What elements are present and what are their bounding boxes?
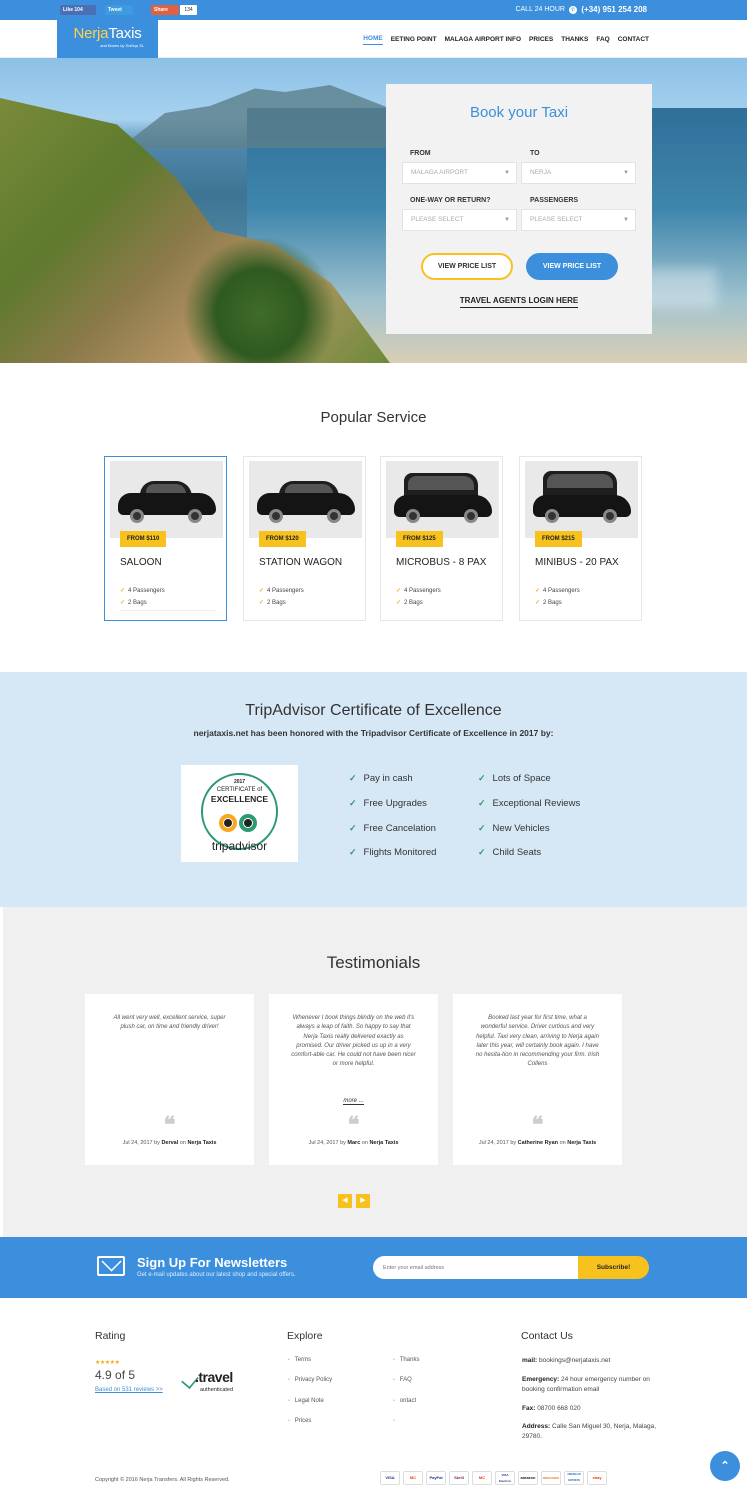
testimonial-on: on [361,1140,368,1146]
card-divider [120,610,215,611]
back-to-top-icon[interactable]: ⌃ [710,1451,740,1481]
check-icon: ✓ [396,600,402,606]
microbus-image [386,461,499,538]
view-price-list-button-primary[interactable]: VIEW PRICE LIST [526,253,618,280]
price-badge: FROM $110 [120,531,166,547]
trip-type-value: PLEASE SELECT [411,216,464,223]
feature-bags [259,599,286,606]
feature-exceptional-reviews [478,798,580,809]
from-value: MALAGA AIRPORT [411,169,468,176]
logo-tagline: and Buses by Solhop SL [100,43,144,48]
to-value: NERJA [530,169,552,176]
testimonial-site: Nerja Taxis [187,1140,217,1146]
footer-link-privacy[interactable]: • Privacy Policy [288,1377,332,1383]
feature-bags [120,599,147,606]
next-arrow-icon[interactable]: ▶ [356,1194,370,1208]
booking-title: Book your Taxi [469,104,569,121]
testimonials-section [0,907,747,1237]
newsletter-subtitle: Get e-mail updates about our latest shop and special offers. [137,1272,296,1278]
tweet-button[interactable]: Tweet [105,5,133,15]
reviews-link[interactable]: Based on 531 reviews >> [95,1387,163,1393]
copyright: Copyright © 2016 Nerja Transfers. All Rights Reserved. [95,1477,230,1483]
feature-passengers [259,587,304,594]
mail-value[interactable]: bookings@nerjataxis.net [538,1357,611,1364]
contact-emergency [522,1375,662,1396]
prev-arrow-icon[interactable]: ◀ [338,1194,352,1208]
service-name: MINIBUS - 20 PAX [535,557,619,568]
footer-link-empty[interactable] [393,1418,400,1424]
feature-text: 4 Passengers [128,588,165,594]
testimonial-site: Nerja Taxis [369,1140,399,1146]
testimonial-footer [453,1140,622,1146]
more-link-text[interactable]: more ... [343,1098,364,1104]
popular-service-title: Popular Service [320,409,427,426]
testimonial-on: on [179,1140,186,1146]
travel-authenticated-badge [180,1367,248,1397]
check-icon: ✓ [478,847,486,857]
feature-text: New Vehicles [492,823,550,834]
to-select[interactable] [521,162,636,184]
payment-methods [380,1471,607,1485]
view-price-list-button[interactable]: VIEW PRICE LIST [421,253,513,280]
contact-address [522,1422,662,1443]
travel-text: .travel [195,1369,233,1385]
owl-icon [219,812,259,834]
feature-text: 2 Bags [128,600,147,606]
maestro-icon: MC [472,1471,492,1485]
feature-text: 4 Passengers [404,588,441,594]
travel-agents-login-text[interactable]: TRAVEL AGENTS LOGIN HERE [460,296,579,308]
nav-thanks[interactable]: THANKS [561,35,589,43]
service-cards [104,456,644,621]
mail-label: mail: [522,1357,538,1364]
testimonial-text: Whenever I book things blindly on the web it's always a leap of faith. So happy to say that Nerja Taxis really delivered exactly as promised. Our driver picked us up in a very comfort-able car. He could not have been nicer or more helpful. [291,1015,416,1068]
more-link[interactable] [269,1098,438,1104]
facebook-like-button[interactable]: Like 104 [60,5,96,15]
price-badge: FROM $120 [259,531,306,547]
nav-prices[interactable]: PRICES [529,35,554,43]
tripadvisor-title: TripAdvisor Certificate of Excellence [245,702,502,719]
car-icon [118,481,216,523]
check-icon: ✓ [259,600,265,606]
check-icon: ✓ [259,588,265,594]
ebay-icon: ebay [587,1471,607,1485]
tripadvisor-subtitle: nerjataxis.net has been honored with the Tripadvisor Certificate of Excellence in 2017 by: [193,728,554,738]
newsletter-title: Sign Up For Newsletters [137,1255,288,1270]
certificate-excellence: EXCELLENCE [210,794,269,804]
feature-bags [535,599,562,606]
service-name: MICROBUS - 8 PAX [396,557,487,568]
chevron-down-icon: ▼ [504,217,510,223]
footer-link-legal[interactable]: • Legal Note [288,1398,324,1404]
check-icon: ✓ [349,847,357,857]
tripadvisor-section [0,672,747,907]
check-icon: ✓ [535,600,541,606]
fax-label: Fax: [522,1405,536,1412]
service-card-station-wagon[interactable] [243,456,366,621]
testimonial-site: Nerja Taxis [567,1140,597,1146]
emergency-value: 24 hour emergency number on booking confirmation email [522,1376,650,1394]
contact-mail [522,1356,662,1366]
check-icon: ✓ [396,588,402,594]
testimonial-on: on [559,1140,566,1146]
subscribe-button[interactable]: Subscribe! [578,1256,649,1279]
quote-icon: ❝ [531,1112,544,1138]
travel-agents-login-link[interactable] [386,296,652,305]
discover-icon: DISCOVER [541,1471,561,1485]
feature-text: Child Seats [492,847,542,858]
check-icon: ✓ [478,823,486,833]
price-badge: FROM $125 [396,531,443,547]
top-bar [0,0,747,20]
check-icon: ✓ [478,773,486,783]
testimonial-text: Booked last year for first time, what a wonderful service. Driver curtious and very helpful. Taxi very clean, arriving to Nerja again later this year, will certainly book again. I have no hesita-tion in recommending your firm. Irish Collens [475,1015,600,1068]
nav-faq[interactable]: FAQ [596,35,610,43]
trip-type-select[interactable] [402,209,517,231]
nav-malaga-airport-info[interactable]: MALAGA AIRPORT INFO [444,35,522,43]
saloon-car-image [110,461,223,538]
skrill-icon: Skrill [449,1471,469,1485]
feature-passengers [396,587,441,594]
feature-lots-of-space [478,773,551,784]
testimonial-date: Jul 24, 2017 by [308,1140,346,1146]
site-logo[interactable] [57,20,158,58]
testimonial-text: All went very well, excellent service, super plush car, on time and friendly driver! [113,1015,226,1031]
logo-name-part1: Nerja [73,25,109,42]
testimonial-author: Marc [347,1140,361,1146]
authenticated-text: authenticated [200,1387,234,1393]
feature-text: 2 Bags [267,600,286,606]
feature-text: 4 Passengers [543,588,580,594]
price-badge: FROM $215 [535,531,582,547]
rating-heading: Rating [95,1330,126,1342]
certificate-of: CERTIFICATE of [216,787,263,793]
testimonial-author: Derval [161,1140,179,1146]
logo-name-part2: Taxis [108,25,142,42]
footer-link-thanks[interactable]: • Thanks [393,1357,419,1363]
newsletter-email-input[interactable] [373,1256,579,1279]
check-icon: ✓ [478,798,486,808]
feature-free-cancelation [349,823,436,834]
from-label: FROM [410,150,431,157]
footer-link-faq[interactable]: • FAQ [393,1377,412,1383]
chevron-down-icon: ▼ [623,170,629,176]
chevron-down-icon: ▼ [623,217,629,223]
share-count: 134 [180,5,197,15]
passengers-value: PLEASE SELECT [530,216,583,223]
service-name: SALOON [120,557,162,568]
fax-value: 08700 668 020 [537,1405,581,1412]
visa-icon: VISA [380,1471,400,1485]
from-select[interactable] [402,162,517,184]
feature-text: Exceptional Reviews [492,798,581,809]
main-nav [363,20,649,58]
feature-text: Lots of Space [492,773,551,784]
newsletter-section [0,1237,747,1298]
testimonial-date: Jul 24, 2017 by [122,1140,160,1146]
testimonial-author: Catherine Ryan [517,1140,559,1146]
feature-text: 4 Passengers [267,588,304,594]
footer-link-contact[interactable]: • ontact [393,1398,416,1404]
quote-icon: ❝ [347,1112,360,1138]
feature-text: Flights Monitored [363,847,437,858]
feature-new-vehicles [478,823,550,834]
service-name: STATION WAGON [259,557,343,568]
footer-link-terms[interactable]: • Terms [288,1357,311,1363]
feature-passengers [120,587,165,594]
feature-text: 2 Bags [404,600,423,606]
feature-bags [396,599,423,606]
hero-mountain-image [120,78,420,148]
service-card-microbus[interactable] [380,456,503,621]
phone-number[interactable]: (+34) 951 254 208 [581,5,647,14]
certificate-year: 2017 [233,779,246,785]
feature-flights-monitored [349,847,436,858]
check-icon: ✓ [120,588,126,594]
car-icon [257,481,355,523]
feature-free-upgrades [349,798,427,809]
address-value: Calle San Miguel 30, Nerja, Malaga, 29780. [522,1423,657,1441]
feature-text: 2 Bags [543,600,562,606]
minibus-image [525,461,638,538]
service-card-saloon[interactable] [104,456,227,621]
address-label: Address: [522,1423,551,1430]
testimonial-card [453,994,622,1165]
passengers-label: PASSENGERS [530,197,579,204]
check-icon: ✓ [349,798,357,808]
testimonial-card [85,994,254,1165]
feature-child-seats [478,847,541,858]
to-label: TO [530,150,540,157]
testimonials-title: Testimonials [326,953,421,972]
feature-passengers [535,587,580,594]
check-icon: ✓ [349,823,357,833]
call-24-label: CALL 24 HOUR [515,6,565,13]
footer-link-prices[interactable]: • Prices [288,1418,311,1424]
rating-stars-icon: ★★★★★ [95,1360,120,1366]
feature-text: Free Upgrades [363,798,427,809]
share-button[interactable]: Share [151,5,179,15]
hero-palm-image [180,238,340,363]
explore-heading: Explore [287,1330,323,1342]
amazon-icon: amazon [518,1471,538,1485]
check-icon: ✓ [120,600,126,606]
station-wagon-car-image [249,461,362,538]
chevron-down-icon: ▼ [504,170,510,176]
nav-meeting-point[interactable]: EETING POINT [390,35,437,43]
mastercard-icon: MC [403,1471,423,1485]
tripadvisor-certificate-logo [181,765,298,862]
nav-contact[interactable]: CONTACT [617,35,649,43]
envelope-icon [97,1256,125,1276]
feature-text: Pay in cash [363,773,413,784]
testimonial-card [269,994,438,1165]
rating-value: 4.9 of 5 [95,1368,136,1382]
testimonial-footer [269,1140,438,1146]
van-icon [394,473,492,525]
quote-icon: ❝ [163,1112,176,1138]
passengers-select[interactable] [521,209,636,231]
testimonial-footer [85,1140,254,1146]
check-icon: ✓ [349,773,357,783]
van-icon [533,471,631,525]
contact-heading: Contact Us [521,1330,573,1342]
check-icon: ✓ [535,588,541,594]
contact-fax [522,1404,662,1414]
testimonial-date: Jul 24, 2017 by [478,1140,517,1146]
emergency-label: Emergency: [522,1376,560,1383]
booking-form [386,84,652,334]
feature-pay-in-cash [349,773,413,784]
service-card-minibus[interactable] [519,456,642,621]
amex-icon: AMERICAN EXPRESS [564,1471,584,1485]
tripadvisor-brand: tripadvisor [211,839,268,853]
nav-home[interactable]: HOME [363,33,383,45]
paypal-icon: PayPal [426,1471,446,1485]
phone-icon: ✆ [570,7,576,13]
feature-text: Free Cancelation [363,823,436,834]
trip-type-label: ONE-WAY OR RETURN? [410,197,491,204]
visa-electron-icon: VISA Electron [495,1471,515,1485]
